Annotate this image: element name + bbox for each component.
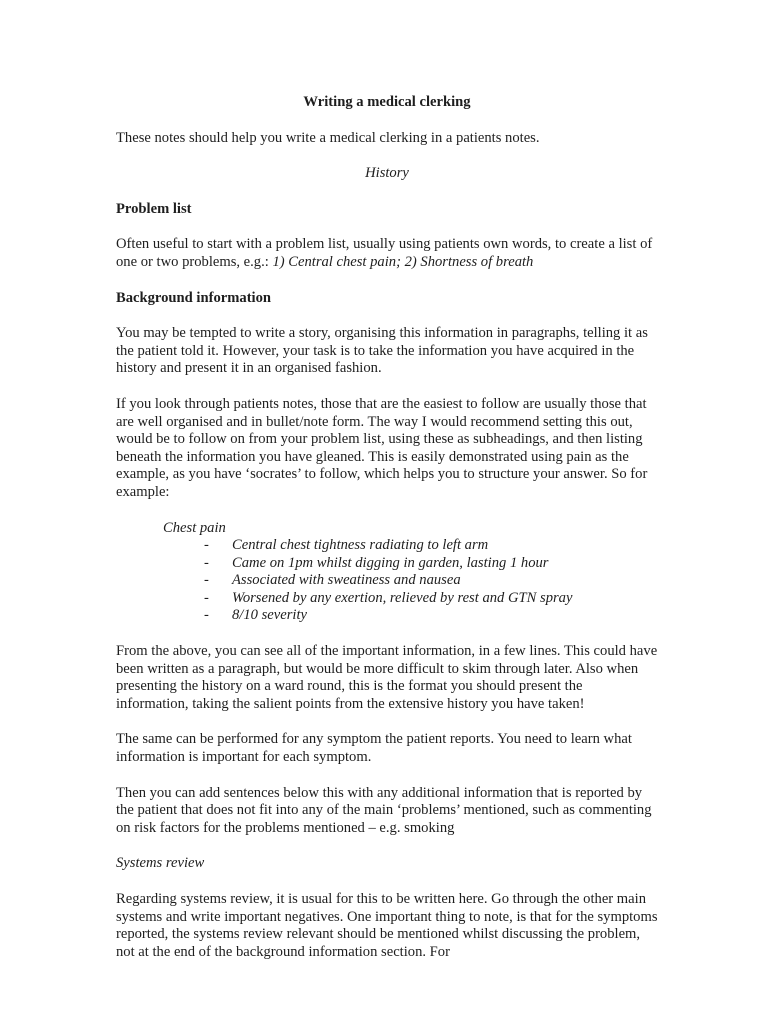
bullet-dash: -: [204, 572, 209, 589]
problem-list-example: 1) Central chest pain; 2) Shortness of breath: [272, 253, 534, 270]
list-item: [204, 555, 658, 573]
list-item: [204, 607, 658, 625]
bullet-dash: -: [204, 589, 209, 606]
after-example-paragraph-2: The same can be performed for any symptom the patient reports. You need to learn what information is important for each symptom.: [116, 731, 632, 766]
list-item-text: Came on 1pm whilst digging in garden, lasting 1 hour: [232, 554, 549, 571]
problem-list-paragraph: [116, 236, 658, 271]
list-item-text: Central chest tightness radiating to left arm: [232, 537, 489, 554]
list-item-text: 8/10 severity: [232, 607, 307, 624]
example-title: Chest pain: [163, 519, 226, 536]
problem-list-text: Often useful to start with a problem list, usually using patients own words, to create a list of one or two problems, e.g.:: [116, 236, 653, 270]
document-title: Writing a medical clerking: [303, 94, 471, 110]
background-heading: Background information: [116, 289, 272, 306]
list-item: [204, 572, 658, 590]
list-item: [204, 590, 658, 608]
background-paragraph-1: You may be tempted to write a story, organising this information in paragraphs, telling it as the patient told it. However, your task is to take the information you have acquired in the history and present it in an organised fashion.: [116, 325, 648, 377]
list-item: [204, 537, 658, 555]
bullet-dash: -: [204, 554, 209, 571]
bullet-dash: -: [204, 607, 209, 624]
section-history-heading: History: [365, 165, 409, 182]
problem-list-heading: Problem list: [116, 200, 192, 217]
example-bullet-list: [116, 537, 658, 625]
bullet-dash: -: [204, 537, 209, 554]
chest-pain-example: [116, 520, 658, 626]
systems-review-paragraph: Regarding systems review, it is usual for this to be written here. Go through the other main systems and write important negatives. One important thing to note, is that for the symptoms reported, the systems review relevant should be mentioned whilst discussing the problem, not at the end of the background information section. For: [116, 891, 658, 960]
background-paragraph-2: If you look through patients notes, those that are the easiest to follow are usually those that are well organised and in bullet/note form. The way I would recommend setting this out, would be to follow on from your problem list, using these as subheadings, and then listing beneath the information you have gleaned. This is easily demonstrated using pain as the example, as you have ‘socrates’ to follow, which helps you to structure your answer. So for example:: [116, 395, 648, 500]
after-example-paragraph-1: From the above, you can see all of the important information, in a few lines. This could have been written as a paragraph, but would be more difficult to skim through later. Also when presenting the history on a ward round, this is the format you should present the information, taking the salient points from the extensive history you have taken!: [116, 643, 658, 712]
after-example-paragraph-3: Then you can add sentences below this with any additional information that is reported by the patient that does not fit into any of the main ‘problems’ mentioned, such as commenting on risk factors for the problems mentioned – e.g. smoking: [116, 784, 652, 836]
intro-paragraph: These notes should help you write a medical clerking in a patients notes.: [116, 129, 540, 146]
list-item-text: Worsened by any exertion, relieved by rest and GTN spray: [232, 589, 573, 606]
list-item-text: Associated with sweatiness and nausea: [232, 572, 461, 589]
systems-review-heading: Systems review: [116, 855, 205, 872]
